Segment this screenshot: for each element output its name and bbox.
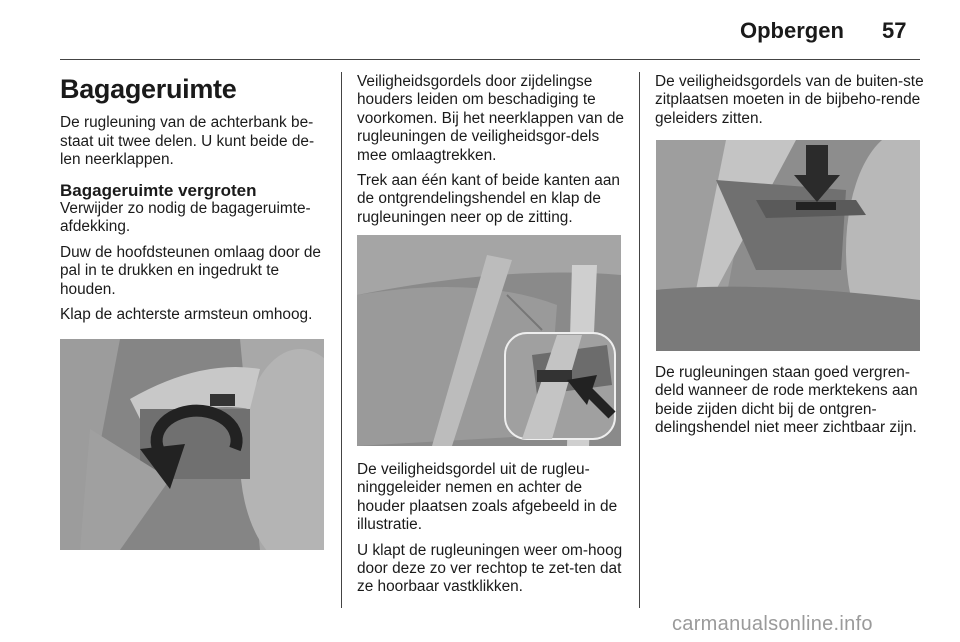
column-3-lower <box>655 364 925 445</box>
section-heading: Bagageruimte <box>60 74 237 104</box>
paragraph: Veiligheidsgordels door zijdelingse houders leiden om beschadiging te voorkomen. Bij het neerklappen van de rugleuningen de veiligheidsgor-dels mee omlaagtrekken. <box>357 73 624 164</box>
belt-guide-illustration <box>656 140 920 351</box>
header-rule <box>60 59 920 60</box>
page-number: 57 <box>882 18 907 43</box>
column-2 <box>357 73 625 234</box>
subsection-heading: Bagageruimte vergroten <box>60 180 257 200</box>
paragraph: De veiligheidsgordels van de buiten-ste zitplaatsen moeten in de bijbeho-rende geleiders zitten. <box>655 73 924 127</box>
column-1 <box>60 66 326 331</box>
armrest-illustration <box>60 339 324 550</box>
column-divider <box>341 72 342 608</box>
paragraph: De rugleuningen staan goed vergren-deld wanneer de rode merktekens aan beide zijden dicht bij de ontgren-delingshendel niet meer zichtbaar zijn. <box>655 364 918 437</box>
paragraph: Klap de achterste armsteun omhoog. <box>60 306 313 324</box>
page-header-title: Opbergen <box>740 18 844 43</box>
column-divider <box>639 72 640 608</box>
intro-paragraph: De rugleuning van de achterbank be-staat uit twee delen. U kunt beide de-len neerklappen. <box>60 114 315 169</box>
paragraph: De veiligheidsgordel uit de rugleu-ninggeleider nemen en achter de houder plaatsen zoals afgebeeld in de illustratie. <box>357 461 618 534</box>
paragraph: Verwijder zo nodig de bagageruimte-afdekking. <box>60 200 311 236</box>
column-3 <box>655 73 925 135</box>
watermark: carmanualsonline.info <box>672 613 873 635</box>
paragraph: Trek aan één kant of beide kanten aan de ontgrendelingshendel en klap de rugleuningen neer op de zitting. <box>357 172 620 226</box>
column-2-lower <box>357 461 625 604</box>
seatbelt-holder-illustration <box>357 235 621 446</box>
paragraph: Duw de hoofdsteunen omlaag door de pal in te drukken en ingedrukt te houden. <box>60 243 321 298</box>
paragraph: U klapt de rugleuningen weer om-hoog door deze zo ver rechtop te zet-ten dat ze hoorbaar vastklikken. <box>357 541 623 596</box>
